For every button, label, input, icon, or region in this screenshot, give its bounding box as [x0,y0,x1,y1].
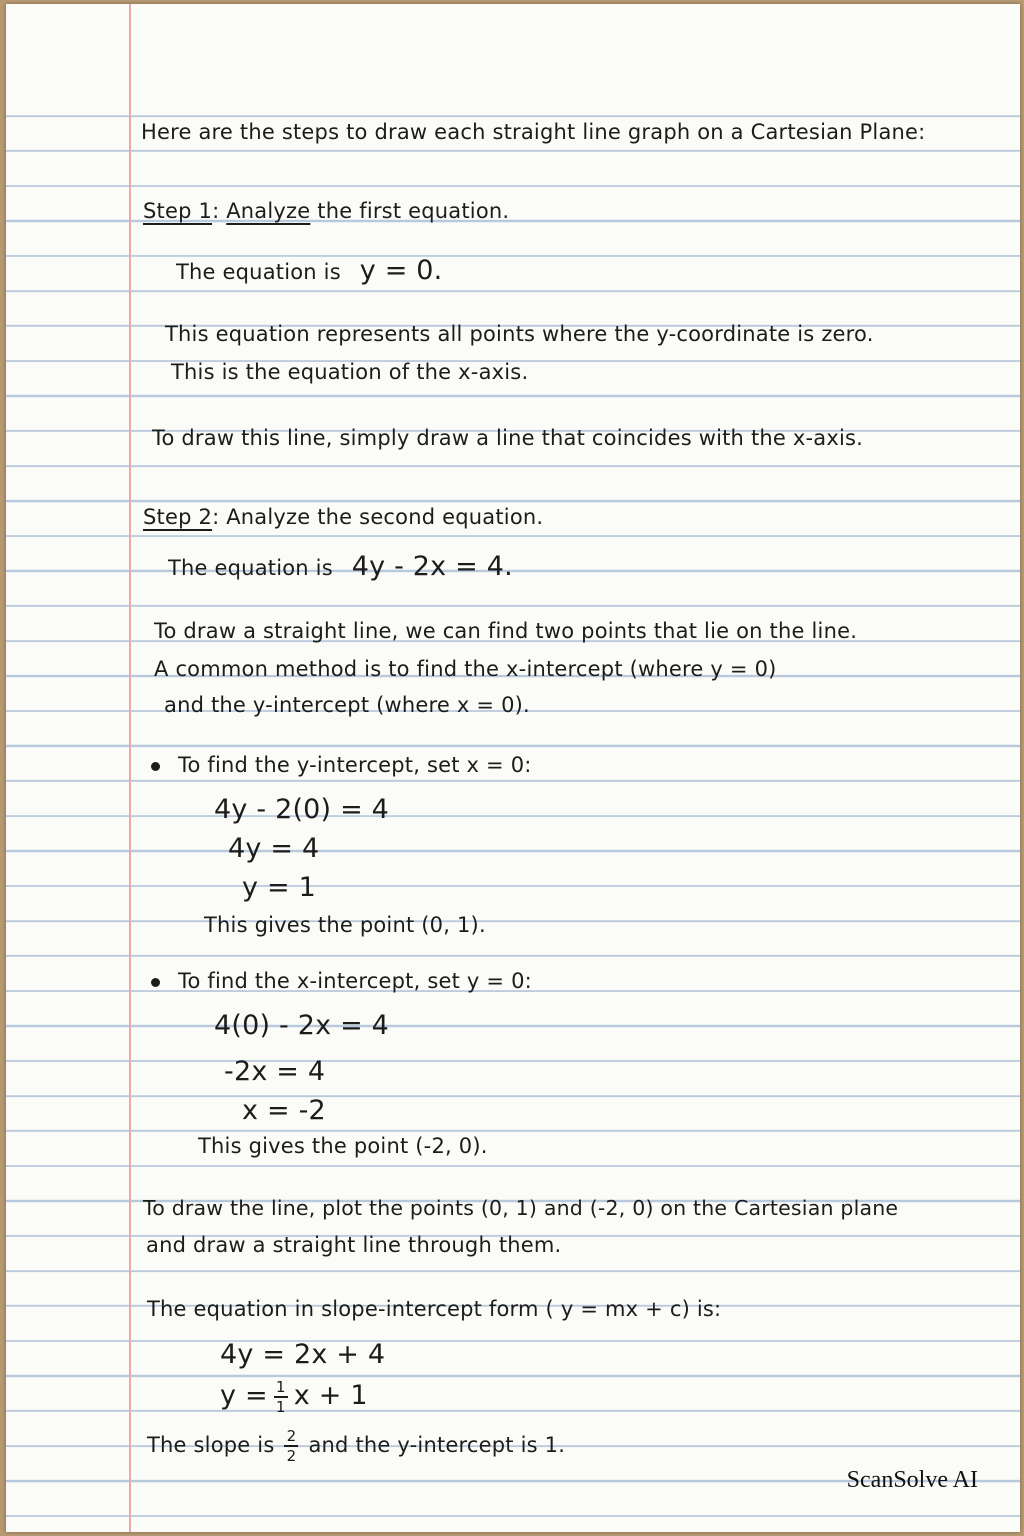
slope-fraction-den: 2 [286,1447,297,1465]
slope-form-line-1: 4y = 2x + 4 [220,1339,386,1370]
step1-rest: the first equation. [317,199,510,223]
slope-fraction [284,1428,298,1464]
plot-line-1: To draw the line, plot the points (0, 1) and (-2, 0) on the Cartesian plane [143,1196,899,1220]
slope-form-line-2 [220,1378,368,1415]
step1-desc1: This equation represents all points where the y-coordinate is zero. [165,322,874,346]
step2-equation-line [168,549,513,585]
y-intercept-line-3: y = 1 [242,872,316,903]
step1-sep: : [212,199,220,223]
bullet-x-intercept [151,978,160,987]
slope-form-fraction [274,1379,288,1415]
slope-statement [147,1428,565,1464]
step2-equation: 4y - 2x = 4. [351,551,513,582]
slope-form-fraction-den: 1 [275,1397,286,1416]
plot-line-2: and draw a straight line through them. [146,1233,562,1257]
step2-heading [143,502,543,532]
slope-form-rest: x + 1 [293,1380,368,1411]
slope-post: and the y-intercept is 1. [308,1433,566,1457]
notebook-page [6,4,1020,1532]
x-intercept-line-3: x = -2 [242,1095,326,1126]
slope-form-heading: The equation in slope-intercept form ( y = mx + c) is: [147,1297,722,1321]
y-intercept-heading: To find the y-intercept, set x = 0: [178,753,532,777]
y-intercept-line-2: 4y = 4 [228,833,320,864]
slope-form-y: y = [220,1380,268,1411]
slope-fraction-num: 2 [286,1427,297,1445]
bullet-y-intercept [151,762,160,771]
intro-text: Here are the steps to draw each straight line graph on a Cartesian Plane: [141,120,926,144]
step1-desc2: This is the equation of the x-axis. [171,360,529,384]
step2-label: Step 2 [143,505,213,529]
step1-heading [143,196,509,226]
step2-eq-label: The equation is [168,556,333,580]
x-intercept-line-2: -2x = 4 [224,1056,326,1087]
step1-label: Step 1 [143,199,213,223]
step2-method2: A common method is to find the x-intercept (where y = 0) [154,657,777,681]
slope-pre: The slope is [147,1433,275,1457]
x-intercept-heading: To find the x-intercept, set y = 0: [178,969,532,993]
step2-method3: and the y-intercept (where x = 0). [164,693,530,717]
y-intercept-line-1: 4y - 2(0) = 4 [214,794,390,825]
step2-method1: To draw a straight line, we can find two points that lie on the line. [154,619,858,643]
x-intercept-line-1: 4(0) - 2x = 4 [214,1010,390,1041]
step2-rest: : Analyze the second equation. [212,505,544,529]
y-intercept-result: This gives the point (0, 1). [204,913,486,937]
margin-line [129,4,131,1532]
step1-equation-line [176,253,442,289]
step1-draw: To draw this line, simply draw a line that coincides with the x-axis. [152,426,864,450]
brand-watermark: ScanSolve AI [846,1467,978,1493]
step1-eq-label: The equation is [176,260,341,284]
slope-form-fraction-num: 1 [275,1377,286,1396]
step1-equation: y = 0. [359,255,443,286]
x-intercept-result: This gives the point (-2, 0). [198,1134,488,1158]
step1-word: Analyze [226,199,311,223]
